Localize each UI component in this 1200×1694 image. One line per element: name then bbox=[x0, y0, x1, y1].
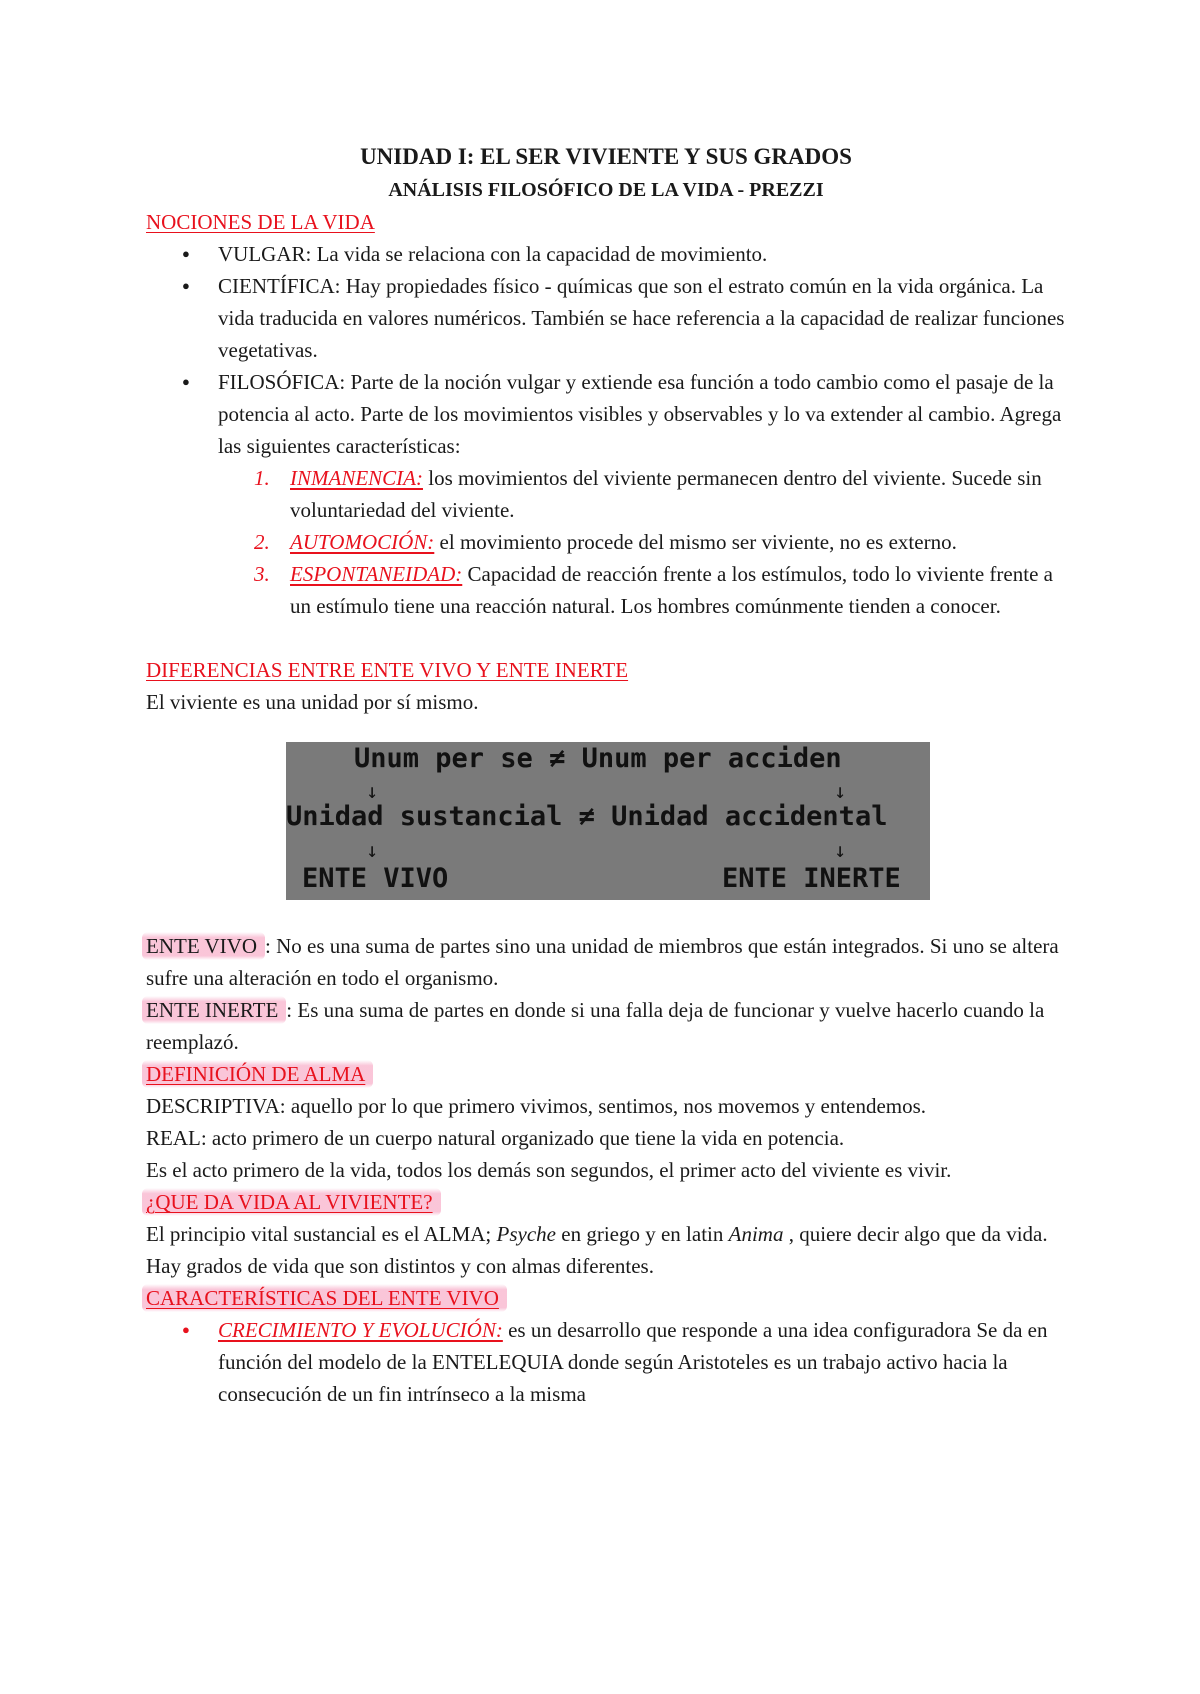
term-definition: el movimiento procede del mismo ser viviente, no es externo. bbox=[434, 530, 957, 554]
section-heading-nociones: NOCIONES DE LA VIDA bbox=[146, 210, 375, 234]
diagram-label-ente-vivo: ENTE VIVO bbox=[302, 863, 449, 894]
diagram-row-unum: Unum per se ≠ Unum per acciden bbox=[354, 743, 842, 774]
text: El principio vital sustancial es el ALMA; bbox=[146, 1222, 497, 1246]
diagram-label-ente-inerte: ENTE INERTE bbox=[722, 863, 901, 894]
unidad-diagram-image bbox=[286, 742, 930, 900]
paragraph-real: REAL: acto primero de un cuerpo natural organizado que tiene la vida en potencia. bbox=[146, 1126, 845, 1150]
term-automocion: AUTOMOCIÓN: bbox=[290, 530, 435, 554]
text: en griego y en latin bbox=[556, 1222, 729, 1246]
paragraph-descriptiva: DESCRIPTIVA: aquello por lo que primero vivimos, sentimos, nos movemos y entendemos. bbox=[146, 1094, 927, 1118]
paragraph-text: : Es una suma de partes en donde si una falla deja de funcionar y vuelve hacerlo cuando la reemplazó. bbox=[146, 998, 1045, 1054]
item-number: 2. bbox=[254, 530, 270, 554]
term-espontaneidad: ESPONTANEIDAD: bbox=[290, 562, 463, 586]
caracteristicas-sublist bbox=[146, 462, 1066, 622]
paragraph-grados: Hay grados de vida que son distintos y con almas diferentes. bbox=[146, 1254, 654, 1278]
arrow-down-icon: ↓ bbox=[834, 779, 847, 803]
paragraph-ente-inerte bbox=[146, 994, 1066, 1058]
arrow-down-icon: ↓ bbox=[366, 779, 379, 803]
term-definition: Capacidad de reacción frente a los estímulos, todo lo viviente frente a un estímulo tiene una reacción natural. Los hombres comúnmente tienden a conocer. bbox=[290, 562, 1053, 618]
list-item bbox=[218, 366, 1066, 462]
document-body bbox=[146, 140, 1066, 1410]
term-psyche: Psyche bbox=[496, 1222, 556, 1246]
sublist-item bbox=[254, 462, 1066, 526]
term-anima: Anima bbox=[728, 1222, 784, 1246]
section-heading-caracteristicas: CARACTERÍSTICAS DEL ENTE VIVO bbox=[142, 1284, 507, 1312]
item-number: 3. bbox=[254, 562, 270, 586]
list-item bbox=[218, 1314, 1066, 1410]
paragraph-acto: Es el acto primero de la vida, todos los demás son segundos, el primer acto del viviente es vivir. bbox=[146, 1158, 952, 1182]
text: , quiere decir algo que da vida. bbox=[783, 1222, 1048, 1246]
term-inmanencia: INMANENCIA: bbox=[290, 466, 423, 490]
arrow-down-icon: ↓ bbox=[834, 838, 847, 862]
section-heading-que-da-vida: ¿QUE DA VIDA AL VIVIENTE? bbox=[142, 1188, 441, 1216]
sublist-item bbox=[254, 526, 1066, 558]
paragraph-alma bbox=[146, 1218, 1066, 1250]
paragraph: El viviente es una unidad por sí mismo. bbox=[146, 690, 479, 714]
term-definition: los movimientos del viviente permanecen dentro del viviente. Sucede sin voluntariedad del viviente. bbox=[290, 466, 1042, 522]
term-crecimiento: CRECIMIENTO Y EVOLUCIÓN: bbox=[218, 1318, 503, 1342]
document-title: UNIDAD I: EL SER VIVIENTE Y SUS GRADOS bbox=[360, 144, 852, 169]
nociones-list bbox=[146, 238, 1066, 462]
section-heading-diferencias: DIFERENCIAS ENTRE ENTE VIVO Y ENTE INERTE bbox=[146, 658, 629, 682]
item-number: 1. bbox=[254, 466, 270, 490]
caracteristicas-list bbox=[146, 1314, 1066, 1410]
paragraph-text: : No es una suma de partes sino una unidad de miembros que están integrados. Si uno se altera sufre una alteración en todo el organismo. bbox=[146, 934, 1059, 990]
list-item-text: FILOSÓFICA: Parte de la noción vulgar y extiende esa función a todo cambio como el pasaje de la potencia al acto. Parte de los movimientos visibles y observables y lo va extender al cambio. Agrega las siguientes características: bbox=[218, 370, 1062, 458]
document-subtitle: ANÁLISIS FILOSÓFICO DE LA VIDA - PREZZI bbox=[388, 179, 824, 201]
list-item: ● CIENTÍFICA: Hay propiedades físico - químicas que son el estrato común en la vida orgánica. La vida traducida en valores numéricos. También se hace referencia a la capacidad de realizar funciones vegetativas. bbox=[218, 270, 1066, 366]
highlight-ente-inerte: ENTE INERTE bbox=[142, 996, 286, 1024]
sublist-item bbox=[254, 558, 1066, 622]
paragraph-ente-vivo bbox=[146, 930, 1066, 994]
term-definition: es un desarrollo que responde a una idea configuradora Se da en función del modelo de la ENTELEQUIA donde según Aristoteles es un trabajo activo hacia la consecución de un fin intrínseco a la misma bbox=[218, 1318, 1048, 1406]
list-item: ● VULGAR: La vida se relaciona con la capacidad de movimiento. bbox=[218, 238, 1066, 270]
diagram-row-unidad: Unidad sustancial ≠ Unidad accidental bbox=[286, 801, 888, 832]
highlight-ente-vivo: ENTE VIVO bbox=[142, 932, 265, 960]
section-heading-alma: DEFINICIÓN DE ALMA bbox=[142, 1060, 373, 1088]
arrow-down-icon: ↓ bbox=[366, 838, 379, 862]
